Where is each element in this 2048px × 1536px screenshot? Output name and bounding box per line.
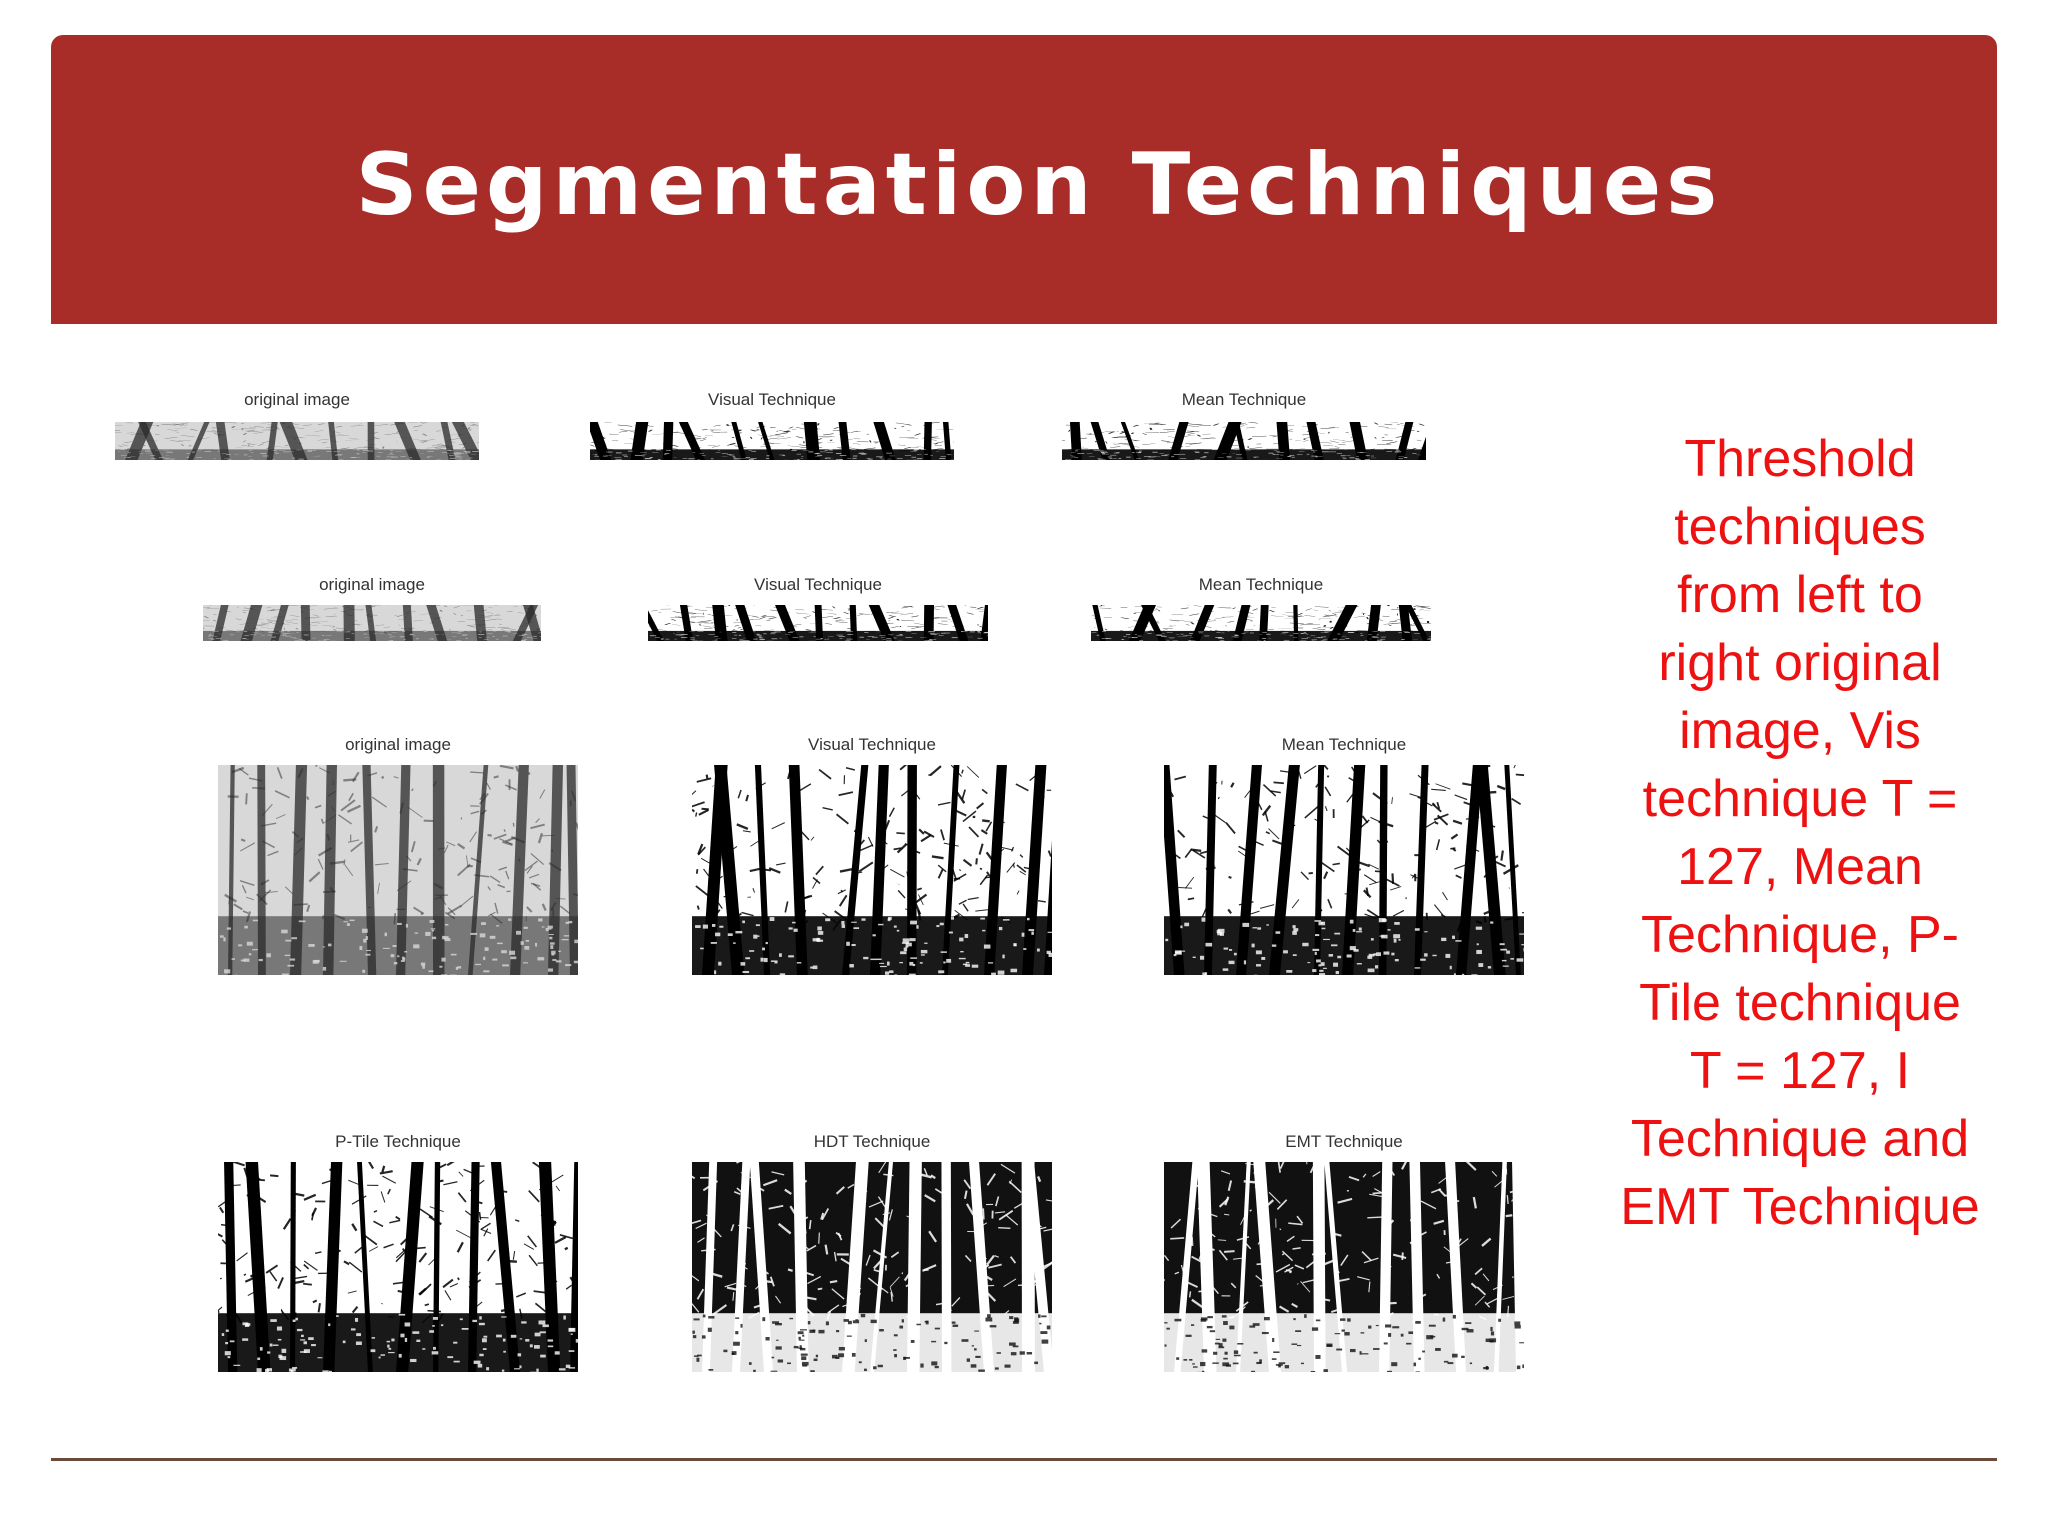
panel-caption: Mean Technique (1181, 390, 1307, 409)
forest-image-grayscale (115, 422, 479, 460)
panel-caption: HDT Technique (813, 1132, 931, 1151)
slide-title: Segmentation Techniques (355, 134, 1723, 235)
forest-image-binary (1062, 422, 1426, 460)
panel-caption: EMT Technique (1285, 1132, 1403, 1151)
panel-caption: P-Tile Technique (335, 1132, 461, 1151)
forest-image-binary-inverted (692, 1162, 1052, 1372)
panel-caption: Mean Technique (1198, 575, 1324, 594)
panel-r2-visual (648, 575, 988, 641)
footer-divider (51, 1458, 1997, 1461)
forest-image-binary (692, 765, 1052, 975)
panel-caption: original image (244, 390, 350, 409)
panel-r1-visual (590, 390, 954, 460)
panel-r3-mean (1164, 735, 1524, 975)
panel-caption: Mean Technique (1281, 735, 1407, 754)
panel-r4-ptile (218, 1132, 578, 1372)
panel-caption: Visual Technique (808, 735, 936, 754)
forest-image-binary-inverted (1164, 1162, 1524, 1372)
panel-caption: original image (345, 735, 451, 754)
panel-caption: original image (319, 575, 425, 594)
forest-image-binary (1091, 605, 1431, 641)
forest-image-binary (590, 422, 954, 460)
panel-caption: Visual Technique (754, 575, 882, 594)
forest-image-binary (648, 605, 988, 641)
segmentation-figure (85, 365, 1565, 1415)
panel-r4-emt (1164, 1132, 1524, 1372)
panel-r3-original (218, 735, 578, 975)
forest-image-grayscale (203, 605, 541, 641)
title-banner (51, 35, 1997, 324)
panel-r2-original (203, 575, 541, 641)
forest-image-grayscale (218, 765, 578, 975)
forest-image-binary (1164, 765, 1524, 975)
panel-r4-hdt (692, 1132, 1052, 1372)
panel-caption: Visual Technique (708, 390, 836, 409)
panel-r1-original (115, 390, 479, 460)
panel-r1-mean (1062, 390, 1426, 460)
panel-r3-visual (692, 735, 1052, 975)
panel-r2-mean (1091, 575, 1431, 641)
caption-text: Threshold techniques from left to right original image, Vis technique T = 127, Mean Technique, P-Tile technique T = 127, I Technique and EMT Technique (1620, 430, 1980, 1236)
forest-image-binary (218, 1162, 578, 1372)
